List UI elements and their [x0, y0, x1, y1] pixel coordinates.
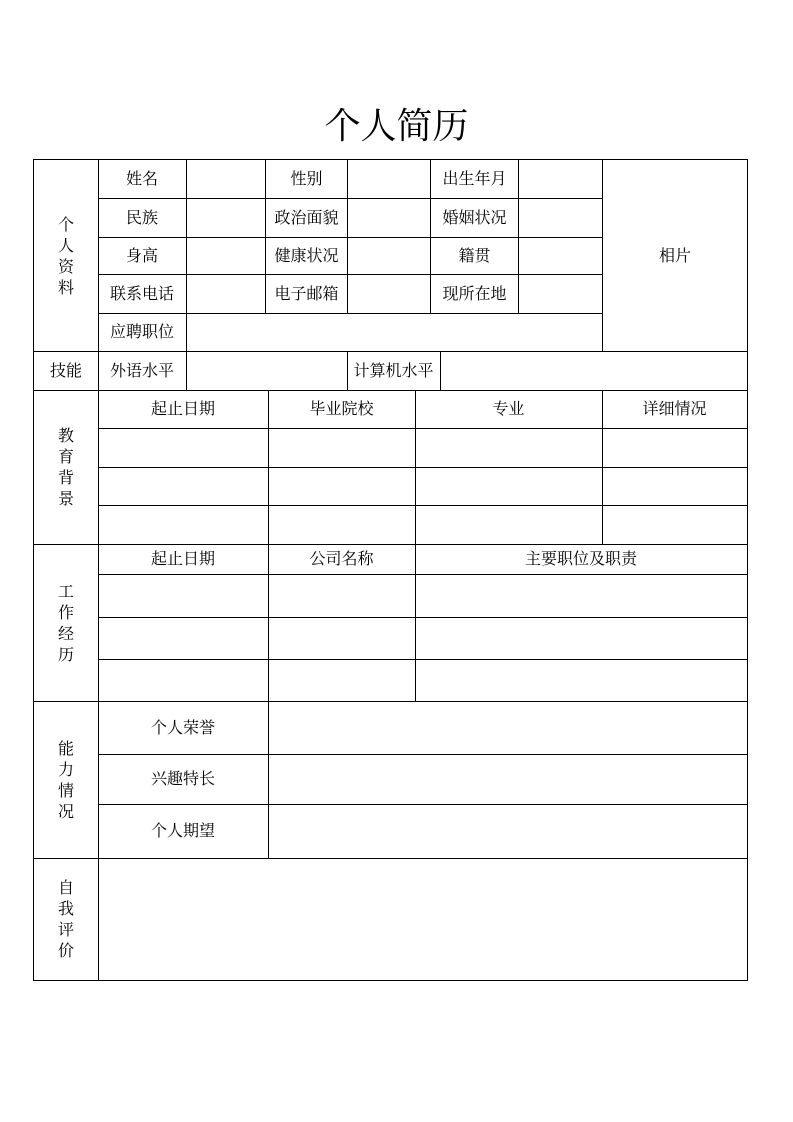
section-label-char: 经 — [57, 623, 74, 643]
email-label: 电子邮箱 — [274, 283, 339, 303]
section-skills: 技能 — [49, 360, 82, 380]
section-label-char: 自 — [57, 878, 74, 897]
birth-field[interactable] — [519, 160, 602, 198]
honors-label: 个人荣誉 — [150, 717, 215, 737]
section-personal — [34, 160, 98, 351]
section-education — [34, 390, 98, 544]
email-field[interactable] — [348, 274, 430, 313]
ethnicity-label: 民族 — [125, 207, 158, 227]
health-label: 健康状况 — [274, 245, 339, 265]
interests-label: 兴趣特长 — [150, 769, 215, 788]
section-work — [34, 544, 98, 701]
evaluation-field[interactable] — [99, 858, 747, 980]
education-header-details: 详细情况 — [642, 399, 707, 418]
political-label: 政治面貌 — [274, 207, 339, 227]
section-label-char: 资 — [57, 256, 74, 276]
section-ability — [34, 701, 98, 858]
education-header-major: 专业 — [492, 399, 525, 418]
political-field[interactable] — [348, 198, 430, 237]
height-field[interactable] — [187, 237, 265, 274]
position-label: 应聘职位 — [109, 322, 174, 341]
native-label: 籍贯 — [458, 245, 491, 265]
grid-line — [98, 617, 748, 618]
health-field[interactable] — [348, 237, 430, 274]
phone-field[interactable] — [187, 274, 265, 313]
section-label-char: 况 — [57, 801, 74, 821]
section-label-char: 景 — [57, 489, 74, 508]
section-label-char: 价 — [57, 941, 74, 960]
native-field[interactable] — [519, 237, 602, 274]
ethnicity-field[interactable] — [187, 198, 265, 237]
expectation-field[interactable] — [269, 804, 747, 858]
section-label-char: 力 — [57, 759, 74, 779]
gender-field[interactable] — [348, 160, 430, 198]
language-label: 外语水平 — [109, 360, 174, 380]
section-label-char: 育 — [57, 447, 74, 466]
section-label-char: 作 — [57, 602, 74, 622]
name-label: 姓名 — [125, 169, 158, 188]
section-label-char: 背 — [57, 468, 74, 487]
grid-line — [98, 428, 748, 429]
photo-box[interactable]: 相片 — [658, 245, 691, 265]
marital-label: 婚姻状况 — [442, 207, 507, 227]
section-label-char: 能 — [57, 738, 74, 758]
grid-line — [98, 659, 748, 660]
grid-line — [98, 467, 748, 468]
grid-line — [98, 505, 748, 506]
location-field[interactable] — [519, 274, 602, 313]
honors-field[interactable] — [269, 701, 747, 754]
expectation-label: 个人期望 — [150, 821, 215, 840]
education-header-school: 毕业院校 — [309, 399, 374, 418]
birth-label: 出生年月 — [442, 169, 507, 188]
position-field[interactable] — [187, 313, 602, 351]
section-label-char: 料 — [57, 277, 74, 297]
language-field[interactable] — [187, 351, 347, 390]
computer-label: 计算机水平 — [353, 360, 434, 380]
section-label-char: 评 — [57, 920, 74, 939]
section-label-char: 个 — [57, 214, 74, 234]
phone-label: 联系电话 — [109, 283, 174, 303]
location-label: 现所在地 — [442, 283, 507, 303]
section-label-char: 历 — [57, 644, 74, 664]
marital-field[interactable] — [519, 198, 602, 237]
height-label: 身高 — [125, 245, 158, 265]
work-header-duties: 主要职位及职责 — [524, 549, 637, 568]
grid-line — [98, 574, 748, 575]
section-label-char: 人 — [57, 235, 74, 255]
section-label-char: 情 — [57, 780, 74, 800]
page-title: 个人简历 — [324, 106, 469, 147]
section-label-char: 我 — [57, 899, 74, 918]
computer-field[interactable] — [441, 351, 747, 390]
interests-field[interactable] — [269, 754, 747, 804]
section-label-char: 教 — [57, 426, 74, 445]
grid-line — [33, 980, 748, 981]
gender-label: 性别 — [290, 169, 323, 188]
work-header-dates: 起止日期 — [150, 549, 215, 568]
section-evaluation — [34, 858, 98, 980]
work-header-company: 公司名称 — [309, 549, 374, 568]
education-header-dates: 起止日期 — [150, 399, 215, 418]
section-label-char: 工 — [57, 581, 74, 601]
name-field[interactable] — [187, 160, 265, 198]
